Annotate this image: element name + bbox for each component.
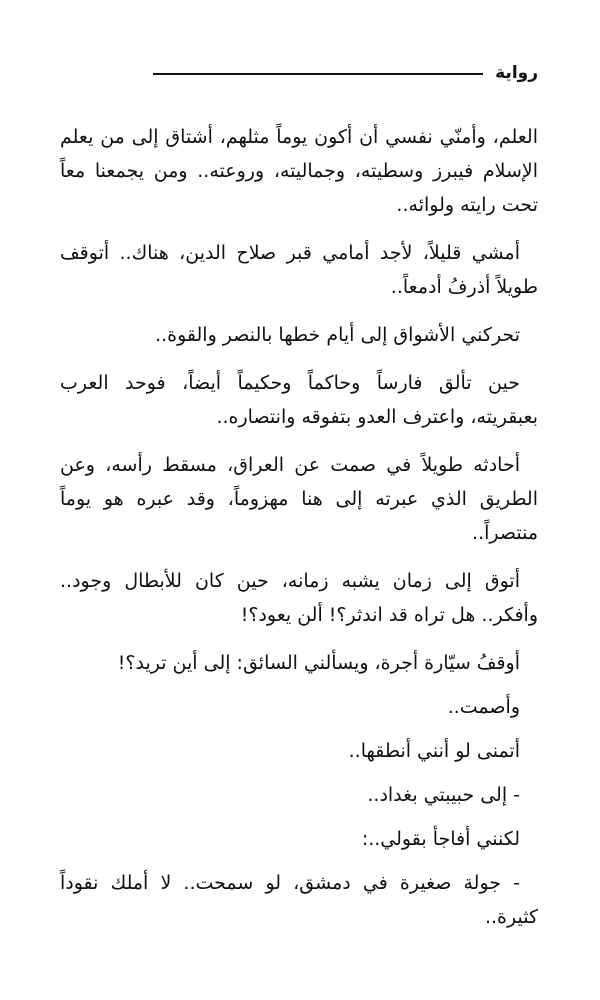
body-text [60, 120, 538, 940]
header-rule [153, 73, 483, 75]
running-header [62, 60, 538, 86]
paragraph: أحادثه طويلاً في صمت عن العراق، مسقط رأسه، وعن الطريق الذي عبرته إلى هنا مهزوماً، وقد عبره هو يوماً منتصراً.. [60, 454, 538, 544]
dialogue-line: - جولة صغيرة في دمشق، لو سمحت.. لا أملك نقوداً كثيرة.. [60, 872, 538, 928]
running-header-title: رواية [495, 63, 538, 83]
paragraph: تحركني الأشواق إلى أيام خطها بالنصر والقوة.. [155, 324, 520, 346]
dialogue-line: - إلى حبيبتي بغداد.. [367, 784, 520, 806]
paragraph: أتمنى لو أنني أنطقها.. [348, 740, 520, 762]
paragraph: وأصمت.. [447, 696, 520, 718]
paragraph: أوقفُ سيّارة أجرة، ويسألني السائق: إلى أين تريد؟! [117, 652, 520, 674]
paragraph: العلم، وأمنّي نفسي أن أكون يوماً مثلهم، أشتاق إلى من يعلم الإسلام فيبرز وسطيته، وجماليته، وروعته.. ومن يجمعنا معاً تحت رايته ولوائه.. [60, 126, 538, 216]
paragraph: حين تألق فارساً وحاكماً وحكيماً أيضاً، فوحد العرب بعبقريته، واعترف العدو بتفوقه وانتصاره.. [60, 372, 538, 428]
paragraph: أتوق إلى زمان يشبه زمانه، حين كان للأبطال وجود.. وأفكر.. هل تراه قد اندثر؟! ألن يعود؟! [60, 570, 538, 626]
paragraph: أمشي قليلاً، لأجد أمامي قبر صلاح الدين، هناك.. أتوقف طويلاً أذرفُ أدمعاً.. [60, 242, 538, 298]
paragraph: لكنني أفاجأ بقولي..: [361, 828, 520, 850]
